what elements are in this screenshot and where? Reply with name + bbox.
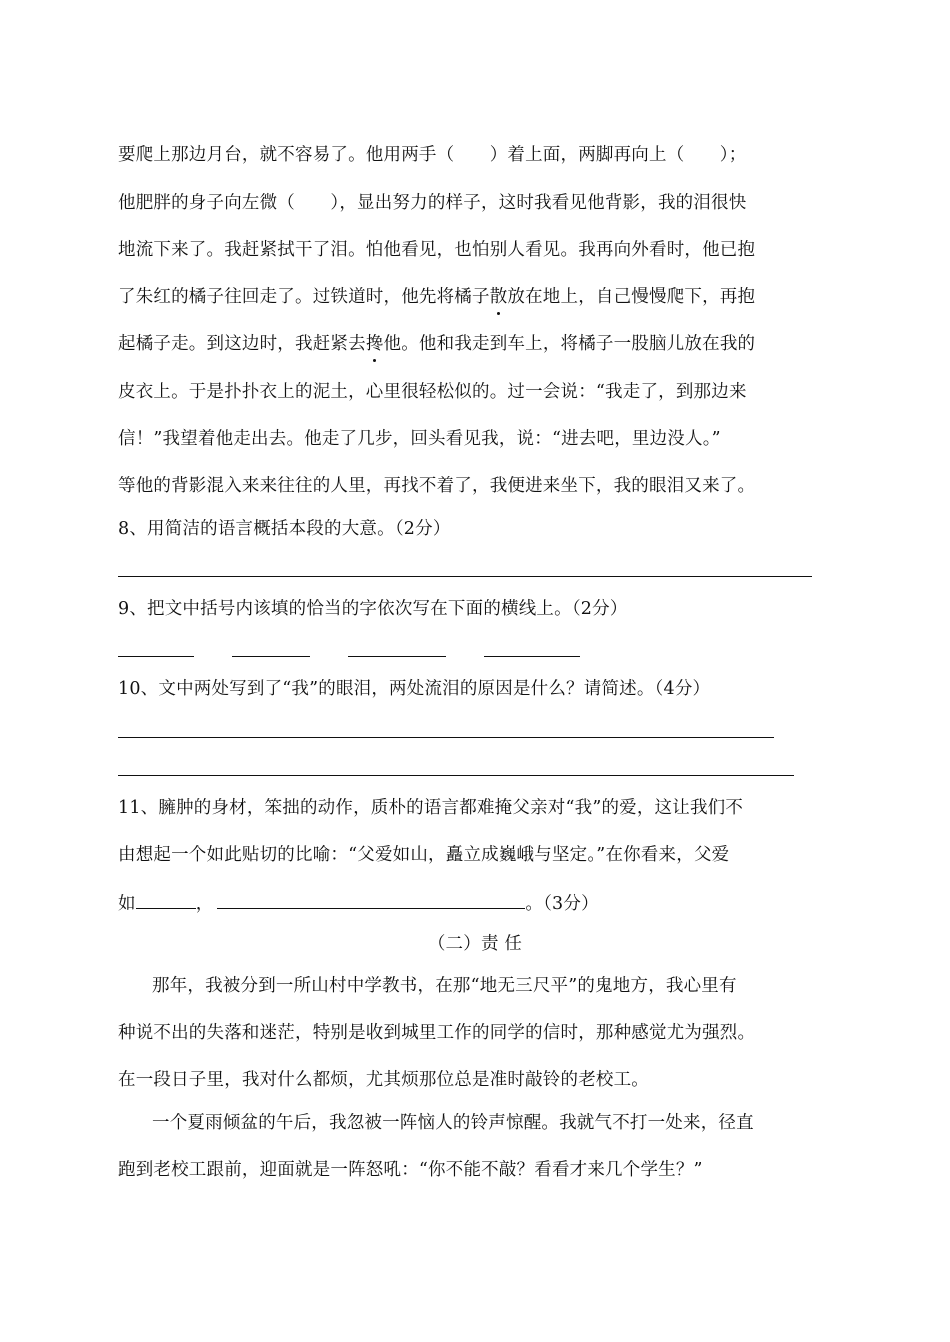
passage-line — [118, 285, 838, 309]
passage-line — [118, 332, 838, 356]
passage-line: 等他的背影混入来来往往的人里，再找不着了，我便进来坐下，我的眼泪又来了。 — [118, 476, 756, 496]
passage-line: 种说不出的失落和迷茫，特别是收到城里工作的同学的信时，那种感觉尤为强烈。 — [118, 1023, 756, 1043]
question-10: 10、文中两处写到了“我”的眼泪，两处流泪的原因是什么？请简述。（4分） — [118, 679, 711, 699]
answer-blank-q9-2[interactable] — [232, 656, 310, 657]
passage-line: 信！”我望着他走出去。他走了几步，回头看见我，说：“进去吧，里边没人。” — [118, 429, 721, 449]
passage-line: 地流下来了。我赶紧拭干了泪。怕他看见，也怕别人看见。我再向外看时，他已抱 — [118, 240, 756, 260]
question-9: 9、把文中括号内该填的恰当的字依次写在下面的横线上。（2分） — [118, 599, 628, 619]
passage-line: 跑到老校工跟前，迎面就是一阵怒吼：“你不能不敲？看看才来几个学生？” — [118, 1160, 703, 1180]
answer-line-q10-1[interactable] — [118, 737, 774, 738]
answer-blank-q9-1[interactable] — [118, 656, 194, 657]
passage-line: 皮衣上。于是扑扑衣上的泥土，心里很轻松似的。过一会说：“我走了，到那边来 — [118, 382, 747, 402]
question-text: 。（3分） — [525, 894, 599, 914]
question-11 — [118, 890, 838, 916]
answer-blank-q9-3[interactable] — [348, 656, 446, 657]
answer-blank-q11-2[interactable] — [217, 890, 525, 909]
emphasized-char: 散 — [489, 287, 508, 307]
passage-text: 他。他和我走到车上，将橘子一股脑儿放在我的 — [383, 334, 756, 354]
answer-blank-q11-1[interactable] — [136, 890, 196, 909]
passage-line: 一个夏雨倾盆的午后，我忽被一阵恼人的铃声惊醒。我就气不打一处来，径直 — [152, 1113, 754, 1133]
question-text: 如 — [118, 894, 136, 914]
question-text: ， — [195, 894, 214, 914]
question-8: 8、用简洁的语言概括本段的大意。（2分） — [118, 519, 451, 539]
question-11: 由想起一个如此贴切的比喻：“父爱如山，矗立成巍峨与坚定。”在你看来，父爱 — [118, 845, 730, 865]
section-title: （二）责 任 — [427, 934, 523, 954]
passage-line: 他肥胖的身子向左微（ ），显出努力的样子，这时我看见他背影，我的泪很快 — [118, 193, 747, 213]
passage-line: 在一段日子里，我对什么都烦，尤其烦那位总是准时敲铃的老校工。 — [118, 1070, 649, 1090]
emphasized-char: 搀 — [365, 334, 384, 354]
passage-line: 那年，我被分到一所山村中学教书，在那“地无三尺平”的鬼地方，我心里有 — [152, 976, 737, 996]
answer-line-q8[interactable] — [118, 576, 812, 577]
answer-blank-q9-4[interactable] — [484, 656, 580, 657]
question-11: 11、臃肿的身材，笨拙的动作，质朴的语言都难掩父亲对“我”的爱，这让我们不 — [118, 798, 744, 818]
passage-text: 了朱红的橘子往回走了。过铁道时，他先将橘子 — [118, 287, 490, 307]
passage-line: 要爬上那边月台，就不容易了。他用两手（ ）着上面，两脚再向上（ ）； — [118, 145, 747, 165]
passage-text: 放在地上，自己慢慢爬下，再抱 — [507, 287, 756, 307]
answer-line-q10-2[interactable] — [118, 775, 794, 776]
passage-text: 起橘子走。到这边时，我赶紧去 — [118, 334, 366, 354]
